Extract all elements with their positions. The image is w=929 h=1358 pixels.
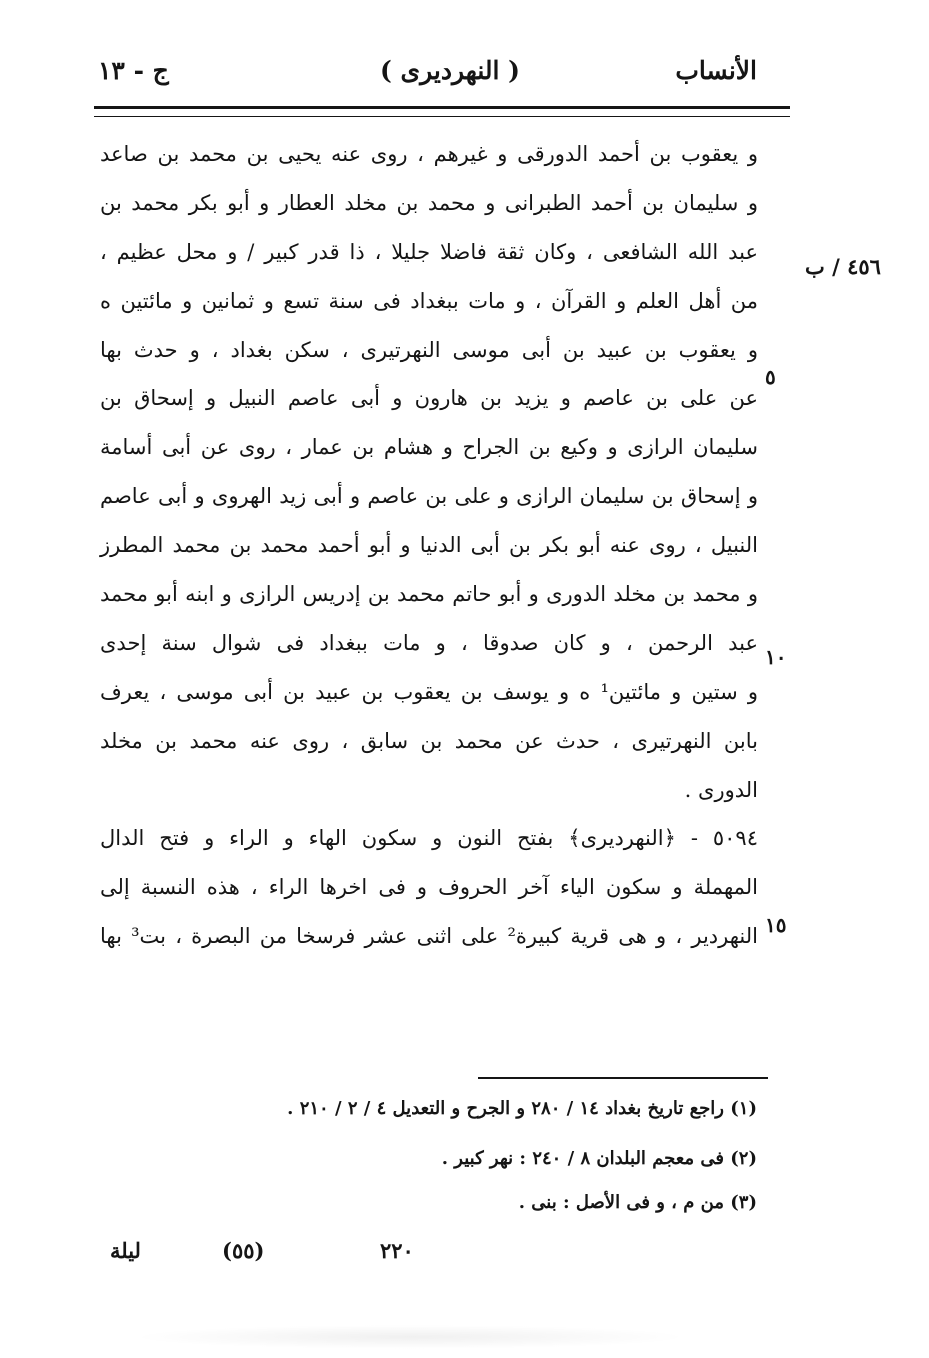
- sheet-signature: (٥٥): [222, 1238, 265, 1263]
- footnote-separator: [478, 1077, 768, 1079]
- line-number: ١٠: [765, 645, 787, 669]
- text-line: النهردير ، و هى قرية كبيرة² على اثنى عشر فرسخا من البصرة ، بت³ بها: [100, 924, 758, 949]
- main-text: [100, 130, 758, 961]
- header-rule-thick: [94, 106, 790, 109]
- text-line: المهملة و سكون الياء آخر الحروف و فى اخرها الراء ، هذه النسبة إلى: [100, 875, 758, 900]
- text-line: عبد الله الشافعى ، وكان ثقة فاضلا جليلا ، ذا قدر كبير / و محل عظيم ،: [100, 239, 758, 264]
- text-line: و إسحاق بن سليمان الرازى و على بن عاصم و أبى زيد الهروى و أبى عاصم: [100, 484, 758, 509]
- footnote: (٢) فى معجم البلدان ٨ / ٢٤٠ : نهر كبير .: [441, 1148, 757, 1169]
- text-line: الدورى .: [684, 777, 758, 802]
- text-line: و ستين و مائتين¹ ه و يوسف بن يعقوب بن عبيد بن أبى موسى ، يعرف: [100, 679, 759, 704]
- text-line: و محمد بن مخلد الدورى و أبو حاتم محمد بن إدريس الرازى و ابنه أبو محمد: [100, 582, 758, 607]
- manuscript-folio-note: ٤٥٦ / ب: [805, 254, 881, 279]
- text-line: سليمان الرازى و وكيع بن الجراح و هشام بن عمار ، روى عن أبى أسامة: [100, 435, 758, 460]
- running-title: الأنساب: [675, 56, 757, 85]
- footnote: (٣) من م ، و فى الأصل : بنى .: [518, 1192, 757, 1213]
- volume-label: ج - ١٣: [98, 56, 169, 85]
- text-line: ٥٠٩٤ - ﴿النهرديرى﴾ بفتح النون و سكون الهاء و الراء و فتح الدال: [100, 826, 758, 851]
- page-number: ٢٢٠: [380, 1238, 414, 1263]
- text-line: و يعقوب بن عبيد بن أبى موسى النهرتيرى ، سكن بغداد ، و حدث بها: [100, 337, 758, 362]
- entry-heading: ( النهرديرى ): [380, 56, 520, 85]
- footnote: (١) راجع تاريخ بغداد ١٤ / ٢٨٠ و الجرح و التعديل ٤ / ٢ / ٢١٠ .: [287, 1098, 757, 1119]
- text-line: النبيل ، روى عنه أبو بكر بن أبى الدنيا و أبو أحمد محمد بن محمد المطرز: [100, 533, 758, 558]
- text-line: و يعقوب بن أحمد الدورقى و غيرهم ، روى عنه يحيى بن محمد بن صاعد: [100, 142, 758, 166]
- text-line: و سليمان بن أحمد الطبرانى و محمد بن مخلد العطار و أبو بكر محمد بن: [100, 190, 758, 215]
- header-rule-thin: [94, 116, 790, 117]
- text-line: عبد الرحمن ، و كان صدوقا ، و مات ببغداد فى شوال سنة إحدى: [100, 630, 758, 655]
- line-number: ٥: [765, 365, 776, 389]
- paper-smudge: [130, 1325, 690, 1349]
- text-line: عن على بن عاصم و يزيد بن هارون و أبى عاصم النبيل و إسحاق بن: [100, 386, 758, 411]
- text-line: من أهل العلم و القرآن ، و مات ببغداد فى سنة تسع و ثمانين و مائتين ه: [100, 288, 758, 313]
- line-number: ١٥: [765, 913, 787, 937]
- catchword: ليلة: [110, 1238, 141, 1263]
- text-line: بابن النهرتيرى ، حدث عن محمد بن سابق ، روى عنه محمد بن مخلد: [100, 728, 758, 753]
